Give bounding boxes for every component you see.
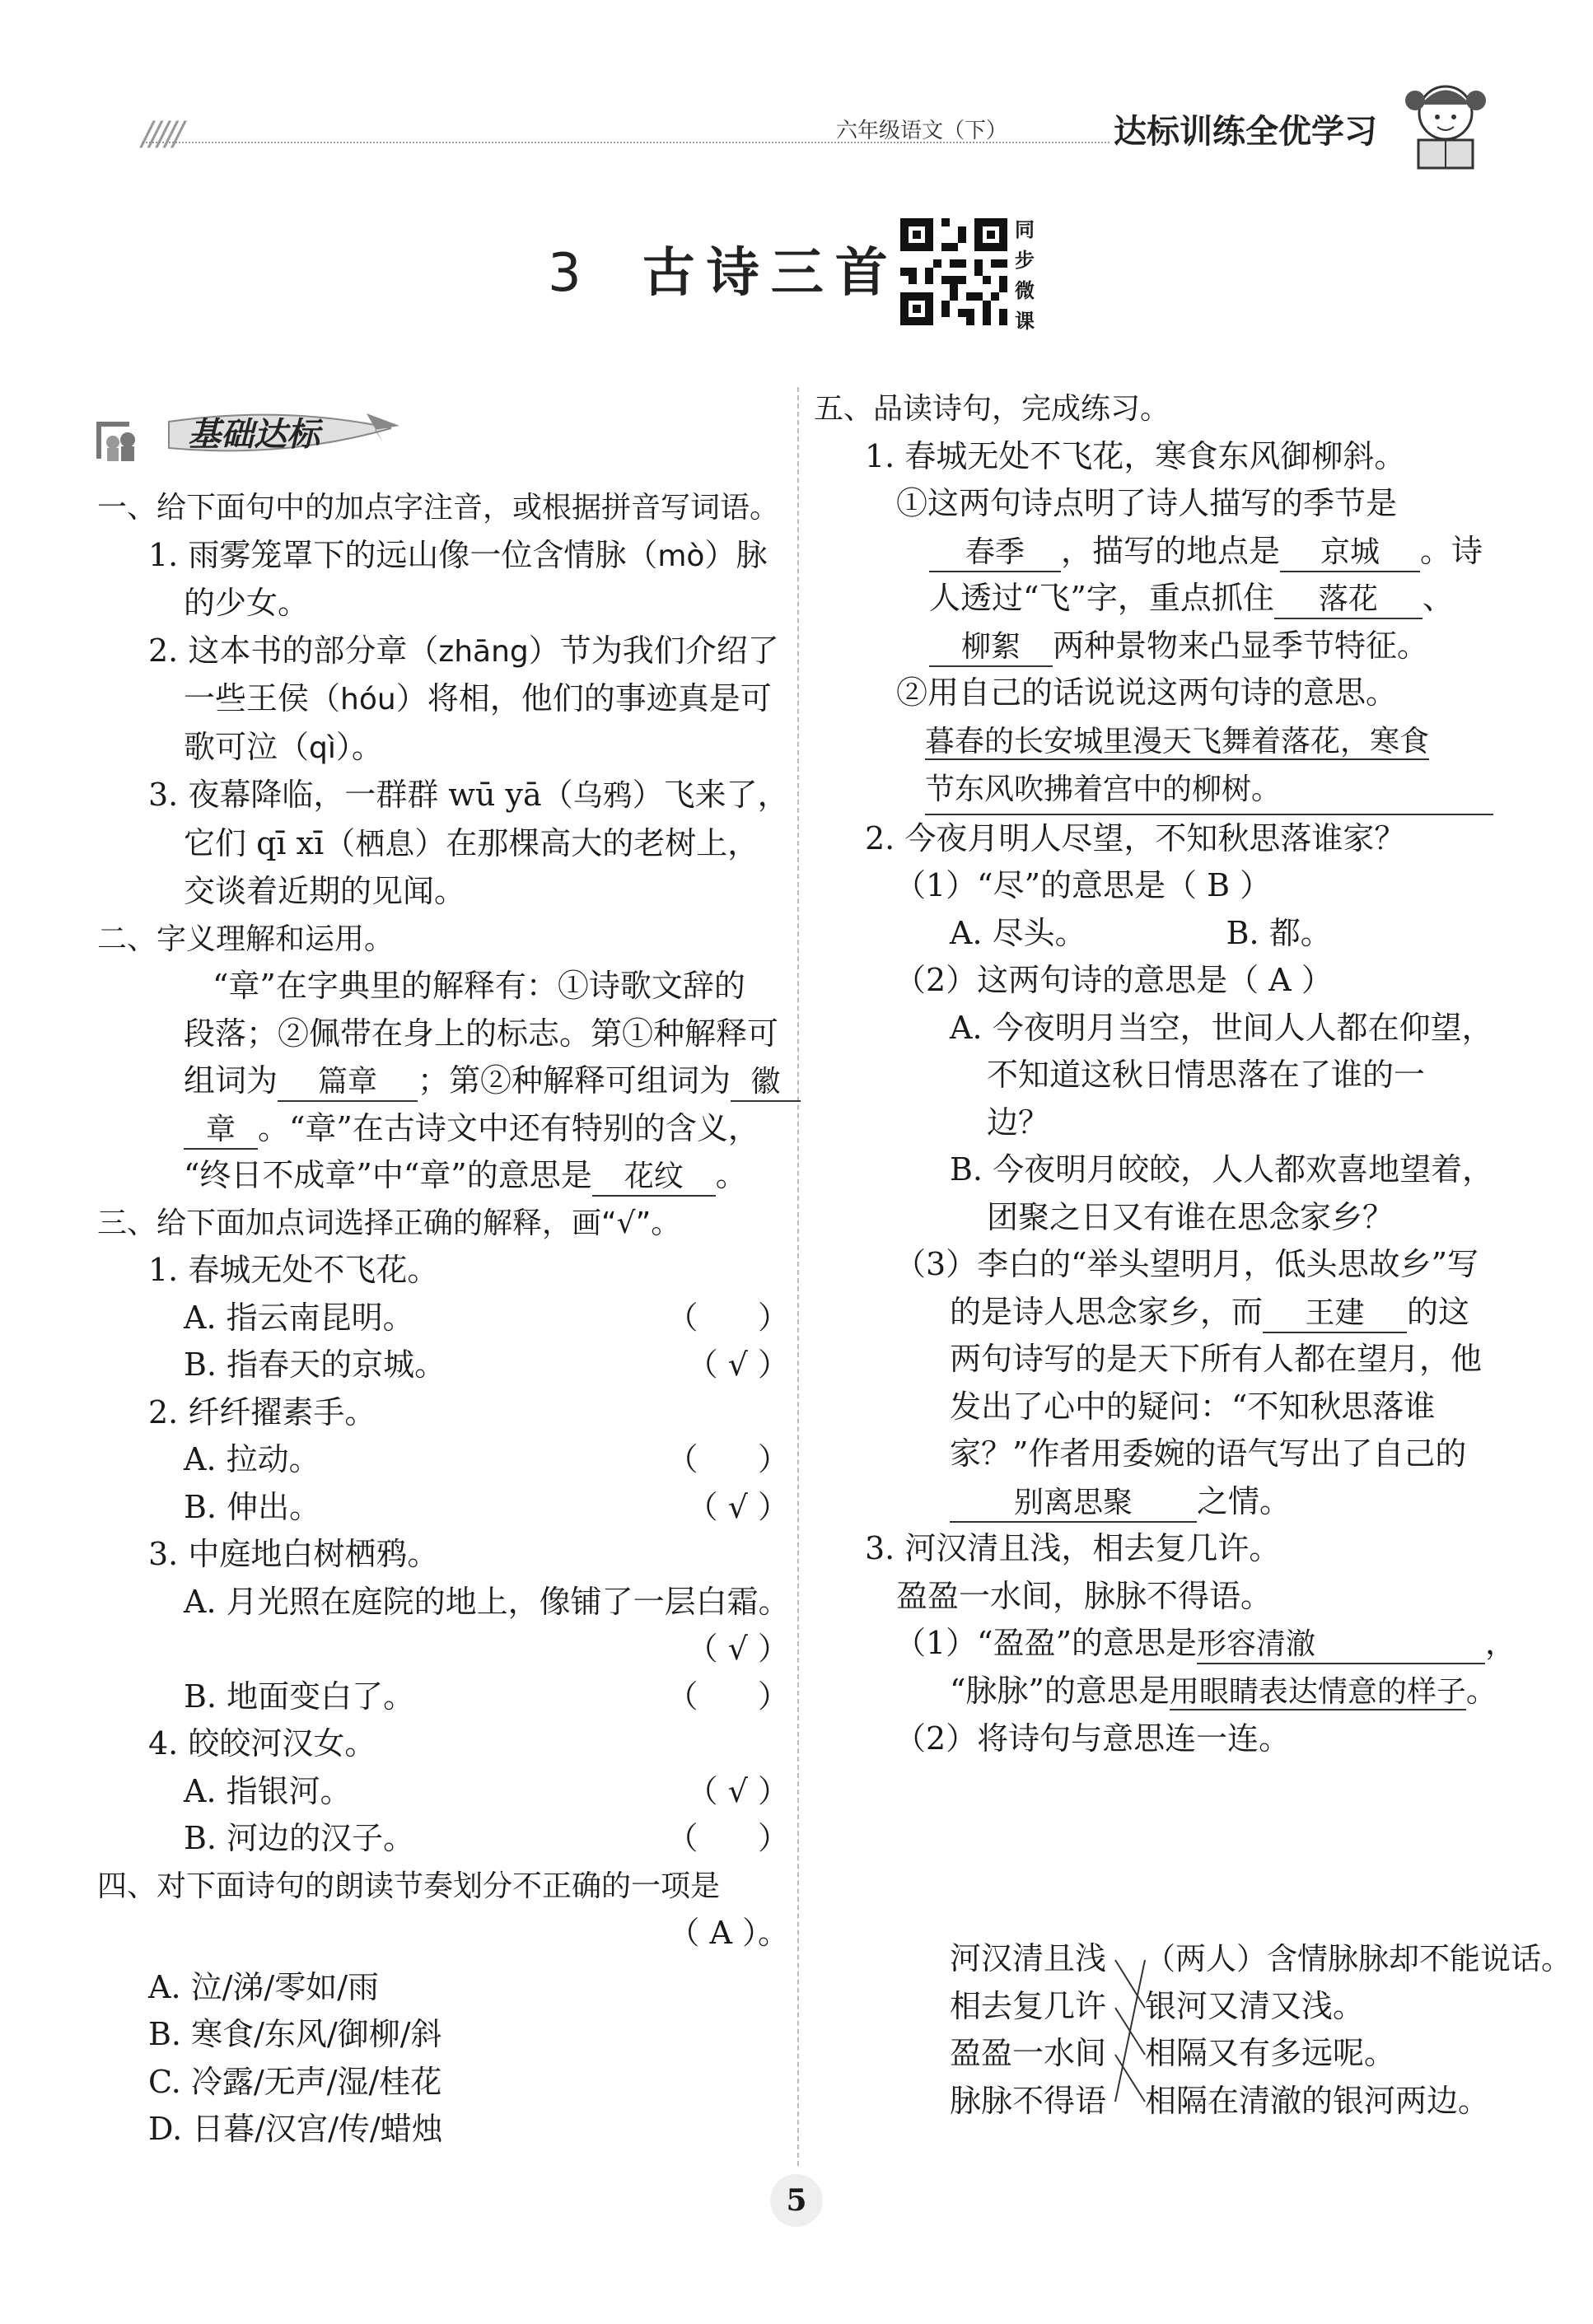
section-badge-label: 基础达标 (188, 416, 320, 454)
p2d-text: 。“章”在古诗文中还有特别的含义， (258, 1109, 759, 1146)
r3c1-text-2: ， (1485, 1625, 1517, 1661)
r1c-line (814, 623, 1497, 670)
section-4-heading: 四、对下面诗句的朗读节奏划分不正确的一项是 (97, 1869, 721, 1903)
r2c-line-5: 家？”作者用委婉的语气写出了自己的 (950, 1435, 1467, 1472)
r1b-line (814, 575, 1497, 623)
q2b-text: 一些王侯（ (184, 680, 341, 716)
q1-line (97, 532, 789, 581)
qr-label-char: 同 (1015, 217, 1035, 241)
p2-line-d (97, 1105, 789, 1153)
s3-q2-a-mark[interactable]: （ ） (666, 1441, 789, 1477)
s3-q2-b (97, 1484, 789, 1532)
s3-q1-b-mark[interactable]: （ √ ） (686, 1346, 789, 1383)
p2e-text: “终日不成章”中“章”的意思是 (184, 1157, 592, 1193)
s3-q1-b-text: B. 指春天的京城。 (184, 1346, 446, 1383)
r2a-line (814, 862, 1497, 910)
s3-q1-a-text: A. 指云南昆明。 (184, 1299, 414, 1336)
match-left-column (950, 1935, 1106, 2125)
s3-q2-a (97, 1436, 789, 1484)
qr-label-char: 微 (1015, 278, 1035, 302)
r3c2-text: “脉脉”的意思是 (950, 1672, 1170, 1709)
r2b-text: （2）这两句诗的意思是（ (895, 962, 1259, 998)
s3-q2-a-text: A. 拉动。 (184, 1441, 320, 1477)
s3-q3-a: A. 月光照在庭院的地上，像铺了一层白霜。 (184, 1583, 790, 1620)
q1-text: 1. 雨雾笼罩下的远山像一位含情脉（ (148, 536, 658, 573)
p2-line-e (97, 1152, 789, 1200)
r1a-text-2: 。诗 (1420, 532, 1483, 569)
section-3-heading: 三、给下面加点词选择正确的解释，画“√”。 (97, 1206, 681, 1240)
p2e-text-2: 。 (715, 1157, 747, 1193)
s4-answer[interactable]: （ A ）。 (668, 1915, 789, 1951)
q1-answer: mò (657, 539, 705, 573)
s3-q4-a-text: A. 指银河。 (184, 1772, 352, 1809)
s3-q2-b-mark[interactable]: （ √ ） (686, 1488, 789, 1525)
r1a-text-1: ，描写的地点是 (1061, 532, 1281, 569)
q3-line-2 (97, 820, 789, 869)
s3-q4-b-mark[interactable]: （ ） (666, 1820, 789, 1856)
r3c-line-1 (814, 1620, 1517, 1668)
q2-answer: zhāng (438, 634, 529, 669)
r2b-option-b-1: B. 今夜明月皎皎，人人都欢喜地望着， (950, 1151, 1494, 1188)
s3-q4-a-check: √ (727, 1772, 748, 1809)
mascot-icon (1400, 76, 1491, 175)
s4-answer-value: A (709, 1915, 732, 1951)
r1b-text-2: 、 (1422, 580, 1454, 616)
p2e-answer: 花纹 (592, 1159, 716, 1197)
p2c-answer: 篇章 (278, 1064, 418, 1102)
r1d-answer-text-2: 节东风吹拂着宫中的柳树。 (925, 766, 1493, 815)
r3-line: 3. 河汉清且浅，相去复几许。 (865, 1530, 1281, 1566)
q2-line-3 (97, 724, 789, 772)
q2c-answer: qì (309, 730, 336, 765)
s3-q1: 1. 春城无处不飞花。 (148, 1252, 439, 1288)
r2a-text-2: ） (1240, 867, 1272, 903)
s3-q3: 3. 中庭地白树栖鸦。 (148, 1536, 439, 1572)
q3-line (97, 772, 789, 820)
q3-text: 3. 夜幕降临，一群群 wū yā（ (148, 777, 573, 813)
r2a-answer: B (1207, 867, 1231, 903)
r2b-option-b-2: 团聚之日又有谁在思念家乡？ (987, 1198, 1394, 1235)
left-column (97, 484, 789, 2154)
r2b-option-a-3: 边？ (987, 1104, 1050, 1141)
p2c-answer-2: 徽 (731, 1064, 801, 1102)
lesson-number: 3 (548, 243, 593, 304)
r1b-answer: 落花 (1274, 581, 1422, 619)
header-brand: 达标训练全优学习 (1114, 112, 1377, 151)
match-left-item[interactable]: 相去复几许 (950, 1987, 1107, 2024)
q2-line-2 (97, 675, 789, 724)
match-left-item[interactable]: 脉脉不得语 (950, 2082, 1107, 2119)
s3-q4: 4. 皎皎河汉女。 (148, 1725, 376, 1762)
r2c-answer: 王建 (1263, 1295, 1407, 1333)
s3-q1-b-check: √ (727, 1346, 748, 1383)
r2c-line-1: （3）李白的“举头望明月，低头思故乡”写 (895, 1246, 1479, 1282)
r2c-line-3: 两句诗写的是天下所有人都在望月，他 (950, 1341, 1483, 1377)
p2-line-c (97, 1057, 789, 1105)
r2c6-answer: 别离思聚 (950, 1485, 1197, 1523)
r2a-option-b: B. 都。 (1226, 914, 1332, 951)
s4-end: 。 (757, 1915, 789, 1951)
s3-q1-b (97, 1342, 789, 1389)
r2c-text-2: 的这 (1407, 1293, 1470, 1330)
q3b-answer: 栖息 (355, 827, 415, 861)
r2b-line (814, 957, 1497, 1005)
s3-q3-a-mark-row (97, 1626, 789, 1673)
match-right-item[interactable]: （两人）含情脉脉却不能说话。 (1145, 1941, 1572, 1976)
right-column (814, 385, 1517, 1763)
q2-text: 2. 这本书的部分章（ (148, 632, 439, 669)
r2b-text-2: ） (1301, 962, 1333, 998)
s3-q4-b-text: B. 河边的汉子。 (184, 1820, 415, 1856)
r2b-answer: A (1268, 962, 1292, 998)
r2c6-text: 之情。 (1197, 1482, 1292, 1519)
r1b-text: 人透过“飞”字，重点抓住 (929, 580, 1274, 616)
r3c2-text-2: 。 (1465, 1672, 1497, 1709)
q2b-text-c: ）将相，他们的事迹真是可 (395, 680, 772, 716)
s4-answer-row (97, 1910, 789, 1958)
qr-code-icon[interactable] (900, 218, 1007, 325)
match-right-item[interactable]: 相隔又有多远呢。 (1145, 2035, 1396, 2071)
q2-text-b: ）节为我们介绍了 (528, 632, 779, 669)
p2-line-b: 段落；②佩带在身上的标志。第①种解释可 (184, 1015, 779, 1052)
header-hatch: ///// (142, 115, 181, 153)
qr-label-char: 课 (1015, 309, 1035, 333)
q3-text-b: ）飞来了， (632, 777, 789, 813)
p2c-text: 组词为 (184, 1062, 278, 1099)
s3-q4-a (97, 1768, 789, 1816)
s4-option: D. 日暮/汉宫/传/蜡烛 (148, 2111, 443, 2147)
r2c-line-6 (814, 1478, 1497, 1526)
q3-answer: 乌鸦 (572, 779, 633, 813)
r2c-line-4: 发出了心中的疑问：“不知秋思落谁 (950, 1388, 1436, 1425)
q2c-text-d: ）。 (335, 728, 383, 765)
q2-line (97, 628, 789, 676)
s3-q1-a (97, 1295, 789, 1342)
r1c-answer: 柳絮 (929, 629, 1053, 667)
qr-label (1015, 214, 1038, 336)
lesson-title (548, 231, 899, 306)
match-right-item[interactable]: 相隔在清澈的银河两边。 (1145, 2082, 1490, 2119)
r2a-text: （1）“尽”的意思是（ (895, 867, 1198, 903)
r3c2-answer: 用眼睛表达情意的样子 (1169, 1674, 1466, 1709)
section-1-heading: 一、给下面句中的加点字注音，或根据拼音写词语。 (97, 491, 780, 525)
q1-text-b: ）脉 (704, 536, 768, 573)
header-subtitle: 六年级语文（下） (836, 119, 1008, 143)
r1d-line: ②用自己的话说说这两句诗的意思。 (896, 674, 1398, 711)
r3-line-2: 盈盈一水间，脉脉不得语。 (896, 1577, 1273, 1614)
s3-q3-a-check: √ (727, 1631, 748, 1667)
s3-q2: 2. 纤纤擢素手。 (148, 1393, 376, 1430)
r1d-answer-2 (814, 765, 1497, 815)
s3-q3-b (97, 1673, 789, 1721)
s3-q2-b-text: B. 伸出。 (184, 1488, 321, 1525)
q2b-answer: hóu (340, 683, 396, 716)
r3c1-text: （1）“盈盈”的意思是 (895, 1625, 1198, 1661)
r3c1-answer: 形容清澈 (1197, 1626, 1485, 1664)
s3-q3-b-text: B. 地面变白了。 (184, 1678, 415, 1715)
s3-q1-a-mark[interactable]: （ ） (666, 1299, 789, 1336)
match-right-column (1145, 1935, 1572, 2125)
r2a-options (814, 910, 1497, 958)
r1a-line-2 (814, 528, 1497, 576)
r2b-option-a-1: A. 今夜明月当空，世间人人都在仰望， (950, 1009, 1493, 1046)
q1-line-2: 的少女。 (184, 585, 310, 621)
page-number: 5 (770, 2174, 823, 2227)
p2-line-a: “章”在字典里的解释有：①诗歌文辞的 (213, 968, 745, 1004)
match-lines (1114, 1935, 1147, 2125)
s4-option: B. 寒食/东风/御柳/斜 (148, 2016, 442, 2052)
q3-line-3: 交谈着近期的见闻。 (184, 873, 466, 909)
r2c-text: 的是诗人思念家乡，而 (950, 1293, 1264, 1330)
r1d-answer-text-1: 暮春的长安城里漫天飞舞着落花，寒食 (925, 724, 1430, 758)
q3b-text-c: ）在那棵高大的老树上， (414, 824, 759, 861)
section-5-heading: 五、品读诗句，完成练习。 (814, 392, 1170, 426)
r2b-option-a-2: 不知道这秋日情思落在了谁的一 (987, 1057, 1426, 1093)
match-left-item[interactable]: 河汉清且浅 (950, 1940, 1107, 1976)
lesson-title-text: 古诗三首 (642, 243, 899, 304)
section-2-heading: 二、字义理解和运用。 (97, 922, 395, 956)
s3-q3-b-mark[interactable]: （ ） (666, 1678, 789, 1715)
r1a-answer-1: 春季 (929, 534, 1061, 572)
r1-line: 1. 春城无处不飞花，寒食东风御柳斜。 (865, 437, 1406, 474)
column-divider (797, 387, 799, 2166)
match-right-item[interactable]: 银河又清又浅。 (1145, 1987, 1365, 2024)
s3-q4-b (97, 1815, 789, 1863)
r2a-option-a: A. 尽头。 (950, 914, 1086, 951)
p2c-text-2: ；第②种解释可组词为 (418, 1062, 731, 1099)
q3b-text: 它们 qī xī（ (184, 824, 356, 861)
r2-line: 2. 今夜月明人尽望，不知秋思落谁家？ (865, 819, 1406, 856)
r3c-line-2 (814, 1668, 1497, 1716)
r2c-line-2 (814, 1289, 1497, 1337)
q2c-text: 歌可泣（ (184, 728, 310, 765)
r1a-answer-2: 京城 (1280, 534, 1420, 572)
s3-q3-a-mark[interactable]: （ √ ） (686, 1631, 789, 1667)
r1d-answer-1 (814, 717, 1497, 766)
s4-option: C. 冷露/无声/湿/桂花 (148, 2063, 442, 2100)
s4-option: A. 泣/涕/零如/雨 (148, 1968, 380, 2005)
s3-q2-b-check: √ (727, 1488, 748, 1525)
r1a-line: ①这两句诗点明了诗人描写的季节是 (896, 485, 1398, 521)
p2d-answer: 章 (184, 1112, 258, 1150)
s3-q4-a-mark[interactable]: （ √ ） (686, 1772, 789, 1809)
match-left-item[interactable]: 盈盈一水间 (950, 2035, 1107, 2071)
r1c-text: 两种景物来凸显季节特征。 (1053, 627, 1429, 664)
qr-label-char: 步 (1015, 248, 1035, 272)
r3d-line: （2）将诗句与意思连一连。 (895, 1720, 1291, 1757)
